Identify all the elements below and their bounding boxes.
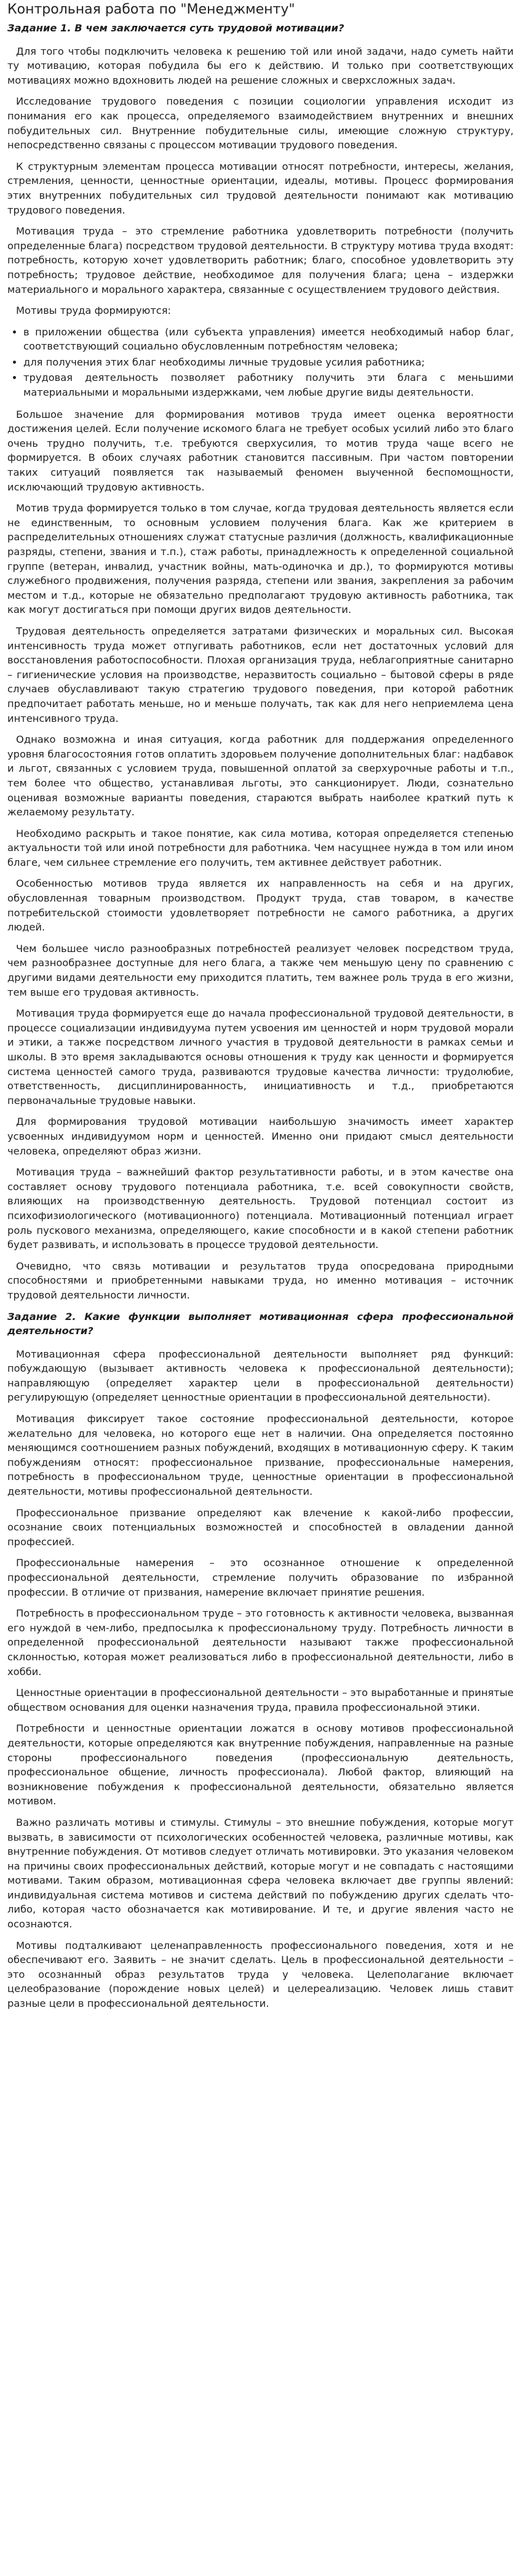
paragraph: Мотивы подталкивают целенаправленность профессионального поведения, хотя и не обеспечивают его. Заявить – не значит сделать. Цель в профессиональной деятельности – это осознанный образ результатов труда у человека. Целеполагание включает целеобразование (порождение новых целей) и целереализацию. Человек лишь ставит разные цели в профессиональной деятельности.	[7, 1939, 514, 2010]
paragraph: Мотивационная сфера профессиональной деятельности выполняет ряд функций: побуждающую (вызывает активность человека к профессиональной деятельности); направляющую (определяет характер цели в профессиональной деятельности) регулирующую (определяет ценностные ориентации в профессиональной деятельности).	[7, 1348, 514, 1404]
paragraph: Очевидно, что связь мотивации и результатов труда опосредована природными способностями и приобретенными навыками труда, но именно мотивация – источник трудовой деятельности личности.	[7, 1260, 514, 1301]
paragraph: Профессиональное призвание определяют как влечение к какой-либо профессии, осознание своих потенциальных возможностей и способностей в овладении данной профессией.	[7, 1506, 514, 1548]
task1-question: Задание 1. В чем заключается суть трудовой мотивации?	[7, 22, 344, 34]
paragraph: Для формирования трудовой мотивации наибольшую значимость имеет характер усвоенных индивидуумом норм и ценностей. Именно они придают смысл деятельности человека, определяют образ жизни.	[7, 1116, 514, 1157]
paragraph: Важно различать мотивы и стимулы. Стимулы – это внешние побуждения, которые могут вызвать, в зависимости от психологических особенностей человека, различные мотивы, как внутренние побуждения. От мотивов следует отличать мотивировки. Это указания человеком на причины своих профессиональных действий, которые могут и не совпадать с настоящими мотивами. Таким образом, мотивационная сфера человека включает две группы явлений: индивидуальная система мотивов и система действий по побуждению других сделать что-либо, которая часто обозначается как мотивирование. И те, и другие явления часто не осознаются.	[7, 1816, 514, 1930]
paragraph: Профессиональные намерения – это осознанное отношение к определенной профессиональной деятельности, стремление получить образование по избранной профессии. В отличие от призвания, намерение включает принятие решения.	[7, 1557, 514, 1598]
paragraph: Чем большее число разнообразных потребностей реализует человек посредством труда, чем разнообразнее доступные для него блага, а также чем меньшую цену по сравнению с другими видами деятельности ему приходится платить, тем важнее роль труда в его жизни, тем выше его трудовая активность.	[7, 942, 514, 998]
paragraph: Мотив труда формируется только в том случае, когда трудовая деятельность является если не единственным, то основным условием получения блага. Как же критерием в распределительных отношениях служат статусные различия (должность, квалификационные разряды, степени, звания и т.п.), стаж работы, принадлежность к определенной социальной группе (ветеран, инвалид, участник войны, мать-одиночка и др.), то формируются мотивы служебного продвижения, получения разряда, степени или звания, закрепления за рабочим местом и т.д., которые не обязательно предполагают трудовую активность работника, так как могут достигаться при помощи других видов деятельности.	[7, 502, 514, 616]
list-item: • в приложении общества (или субъекта управления) имеется необходимый набор благ, соответствующий социально обусловленным потребностям человека;	[23, 325, 514, 354]
list-item: • для получения этих благ необходимы личные трудовые усилия работника;	[23, 355, 514, 370]
paragraph: Потребность в профессиональном труде – это готовность к активности человека, вызванная его нуждой в чем-либо, предпосылка к профессиональному труду. Потребность личности в определенной профессиональной деятельности называют также профессиональной склонностью, которая может реализоваться либо в профессиональной деятельности, либо в хобби.	[7, 1607, 514, 1678]
paragraph: Потребности и ценностные ориентации ложатся в основу мотивов профессиональной деятельности, которые определяются как внутренние побуждения, направленные на разные стороны профессионального поведения (профессиональную деятельность, профессиональное общение, личность профессионала). Любой фактор, влияющий на возникновение побуждения к профессиональной деятельности, обязательно является мотивом.	[7, 1722, 514, 1807]
paragraph: К структурным элементам процесса мотивации относят потребности, интересы, желания, стремления, ценности, ценностные ориентации, идеалы, мотивы. Процесс формирования этих внутренних побудительных сил трудовой деятельности понимают как мотивацию трудового поведения.	[7, 160, 514, 216]
paragraph: Однако возможна и иная ситуация, когда работник для поддержания определенного уровня благосостояния готов оплатить здоровьем получение дополнительных благ: надбавок и льгот, связанных с условием труда, повышенной оплатой за сверхурочные работы и т.п., тем более что общество, устанавливая льготы, это санкционирует. Люди, сознательно оценивая возможные варианты поведения, стараются выбрать наиболее краткий путь к желаемому результату.	[7, 734, 514, 818]
document	[0, 1, 521, 2011]
paragraph: Мотивы труда формируются:	[16, 305, 172, 317]
paragraph: Ценностные ориентации в профессиональной деятельности – это выработанные и принятые обществом основания для оценки назначения труда, правила профессиональной этики.	[7, 1687, 514, 1713]
paragraph: Исследование трудового поведения с позиции социологии управления исходит из понимания его как процесса, определяемого взаимодействием внутренних и внешних побудительных сил. Внутренние побудительные силы, имеющие сложную структуру, непосредственно связаны с процессом мотивации трудового поведения.	[7, 95, 514, 151]
paragraph: Мотивация труда – это стремление работника удовлетворить потребности (получить определенные блага) посредством трудовой деятельности. В структуру мотива труда входят: потребность, которую хочет удовлетворить работник; благо, способное удовлетворить эту потребность; трудовое действие, необходимое для получения блага; цена – издержки материального и морального характера, связанные с осуществлением трудового действия.	[7, 225, 514, 295]
paragraph: Мотивация труда формируется еще до начала профессиональной трудовой деятельности, в процессе социализации индивидуума путем усвоения им ценностей и норм трудовой морали и этики, а также посредством личного участия в трудовой деятельности в рамках семьи и школы. В это время закладываются основы отношения к труду как ценности и формируется система ценностей самого труда, развиваются трудовые качества личности: трудолюбие, ответственность, дисциплинированность, инициативность и т.д., приобретаются первоначальные трудовые навыки.	[7, 1007, 514, 1106]
paragraph: Необходимо раскрыть и такое понятие, как сила мотива, которая определяется степенью актуальности той или иной потребности для работника. Чем насущнее нужда в том или ином благе, чем сильнее стремление его получить, тем активнее действует работник.	[7, 827, 514, 868]
task2-question: Задание 2. Какие функции выполняет мотивационная сфера профессиональной деятельности?	[7, 1310, 514, 1337]
paragraph: Мотивация фиксирует такое состояние профессиональной деятельности, которое желательно для человека, но которого еще нет в наличии. Она определяется постоянно меняющимся соотношением разных побуждений, входящих в мотивационную сферу. К таким побуждениям относят: профессиональное призвание, профессиональные намерения, потребность в профессиональном труде, ценностные ориентации в профессиональной деятельности, мотивы профессиональной деятельности.	[7, 1413, 514, 1498]
paragraph: Для того чтобы подключить человека к решению той или иной задачи, надо суметь найти ту мотивацию, которая побудила бы его к действию. И только при соответствующих мотивациях можно вдохновить людей на решение сложных и сверхсложных задач.	[7, 45, 514, 86]
page-title: Контрольная работа по "Менеджменту"	[7, 2, 295, 17]
list-item: • трудовая деятельность позволяет работнику получить эти блага с меньшими материальными и моральными издержками, чем любые другие виды деятельности.	[23, 370, 514, 399]
motives-list	[7, 325, 514, 400]
paragraph: Особенностью мотивов труда является их направленность на себя и на других, обусловленная товарным производством. Продукт труда, став товаром, в качестве потребительской стоимости удовлетворяет потребности не самого работника, а других людей.	[7, 878, 514, 934]
paragraph: Трудовая деятельность определяется затратами физических и моральных сил. Высокая интенсивность труда может отпугивать работников, если нет достаточных условий для восстановления работоспособности. Плохая организация труда, неблагоприятные санитарно – гигиенические условия на производстве, неразвитость социально – бытовой сферы в ряде случаев обуславливают такую стратегию трудового поведения, при которой работник предпочитает работать меньше, но и меньше получать, так как для него неприемлема цена интенсивного труда.	[7, 625, 514, 724]
paragraph: Большое значение для формирования мотивов труда имеет оценка вероятности достижения целей. Если получение искомого блага не требует особых усилий либо это благо очень трудно получить, т.е. требуются сверхусилия, то мотив труда чаще всего не формируется. В обоих случаях работник становится пассивным. При частом повторении таких ситуаций появляется так называемый феномен выученной беспомощности, исключающий трудовую активность.	[7, 408, 514, 493]
paragraph: Мотивация труда – важнейший фактор результативности работы, и в этом качестве она составляет основу трудового потенциала работника, т.е. всей совокупности свойств, влияющих на производственную деятельность. Трудовой потенциал состоит из психофизиологического (мотивационного) потенциала. Мотивационный потенциал играет роль пускового механизма, определяющего, какие способности и в какой степени работник будет развивать, и использовать в процессе трудовой деятельности.	[7, 1166, 514, 1251]
